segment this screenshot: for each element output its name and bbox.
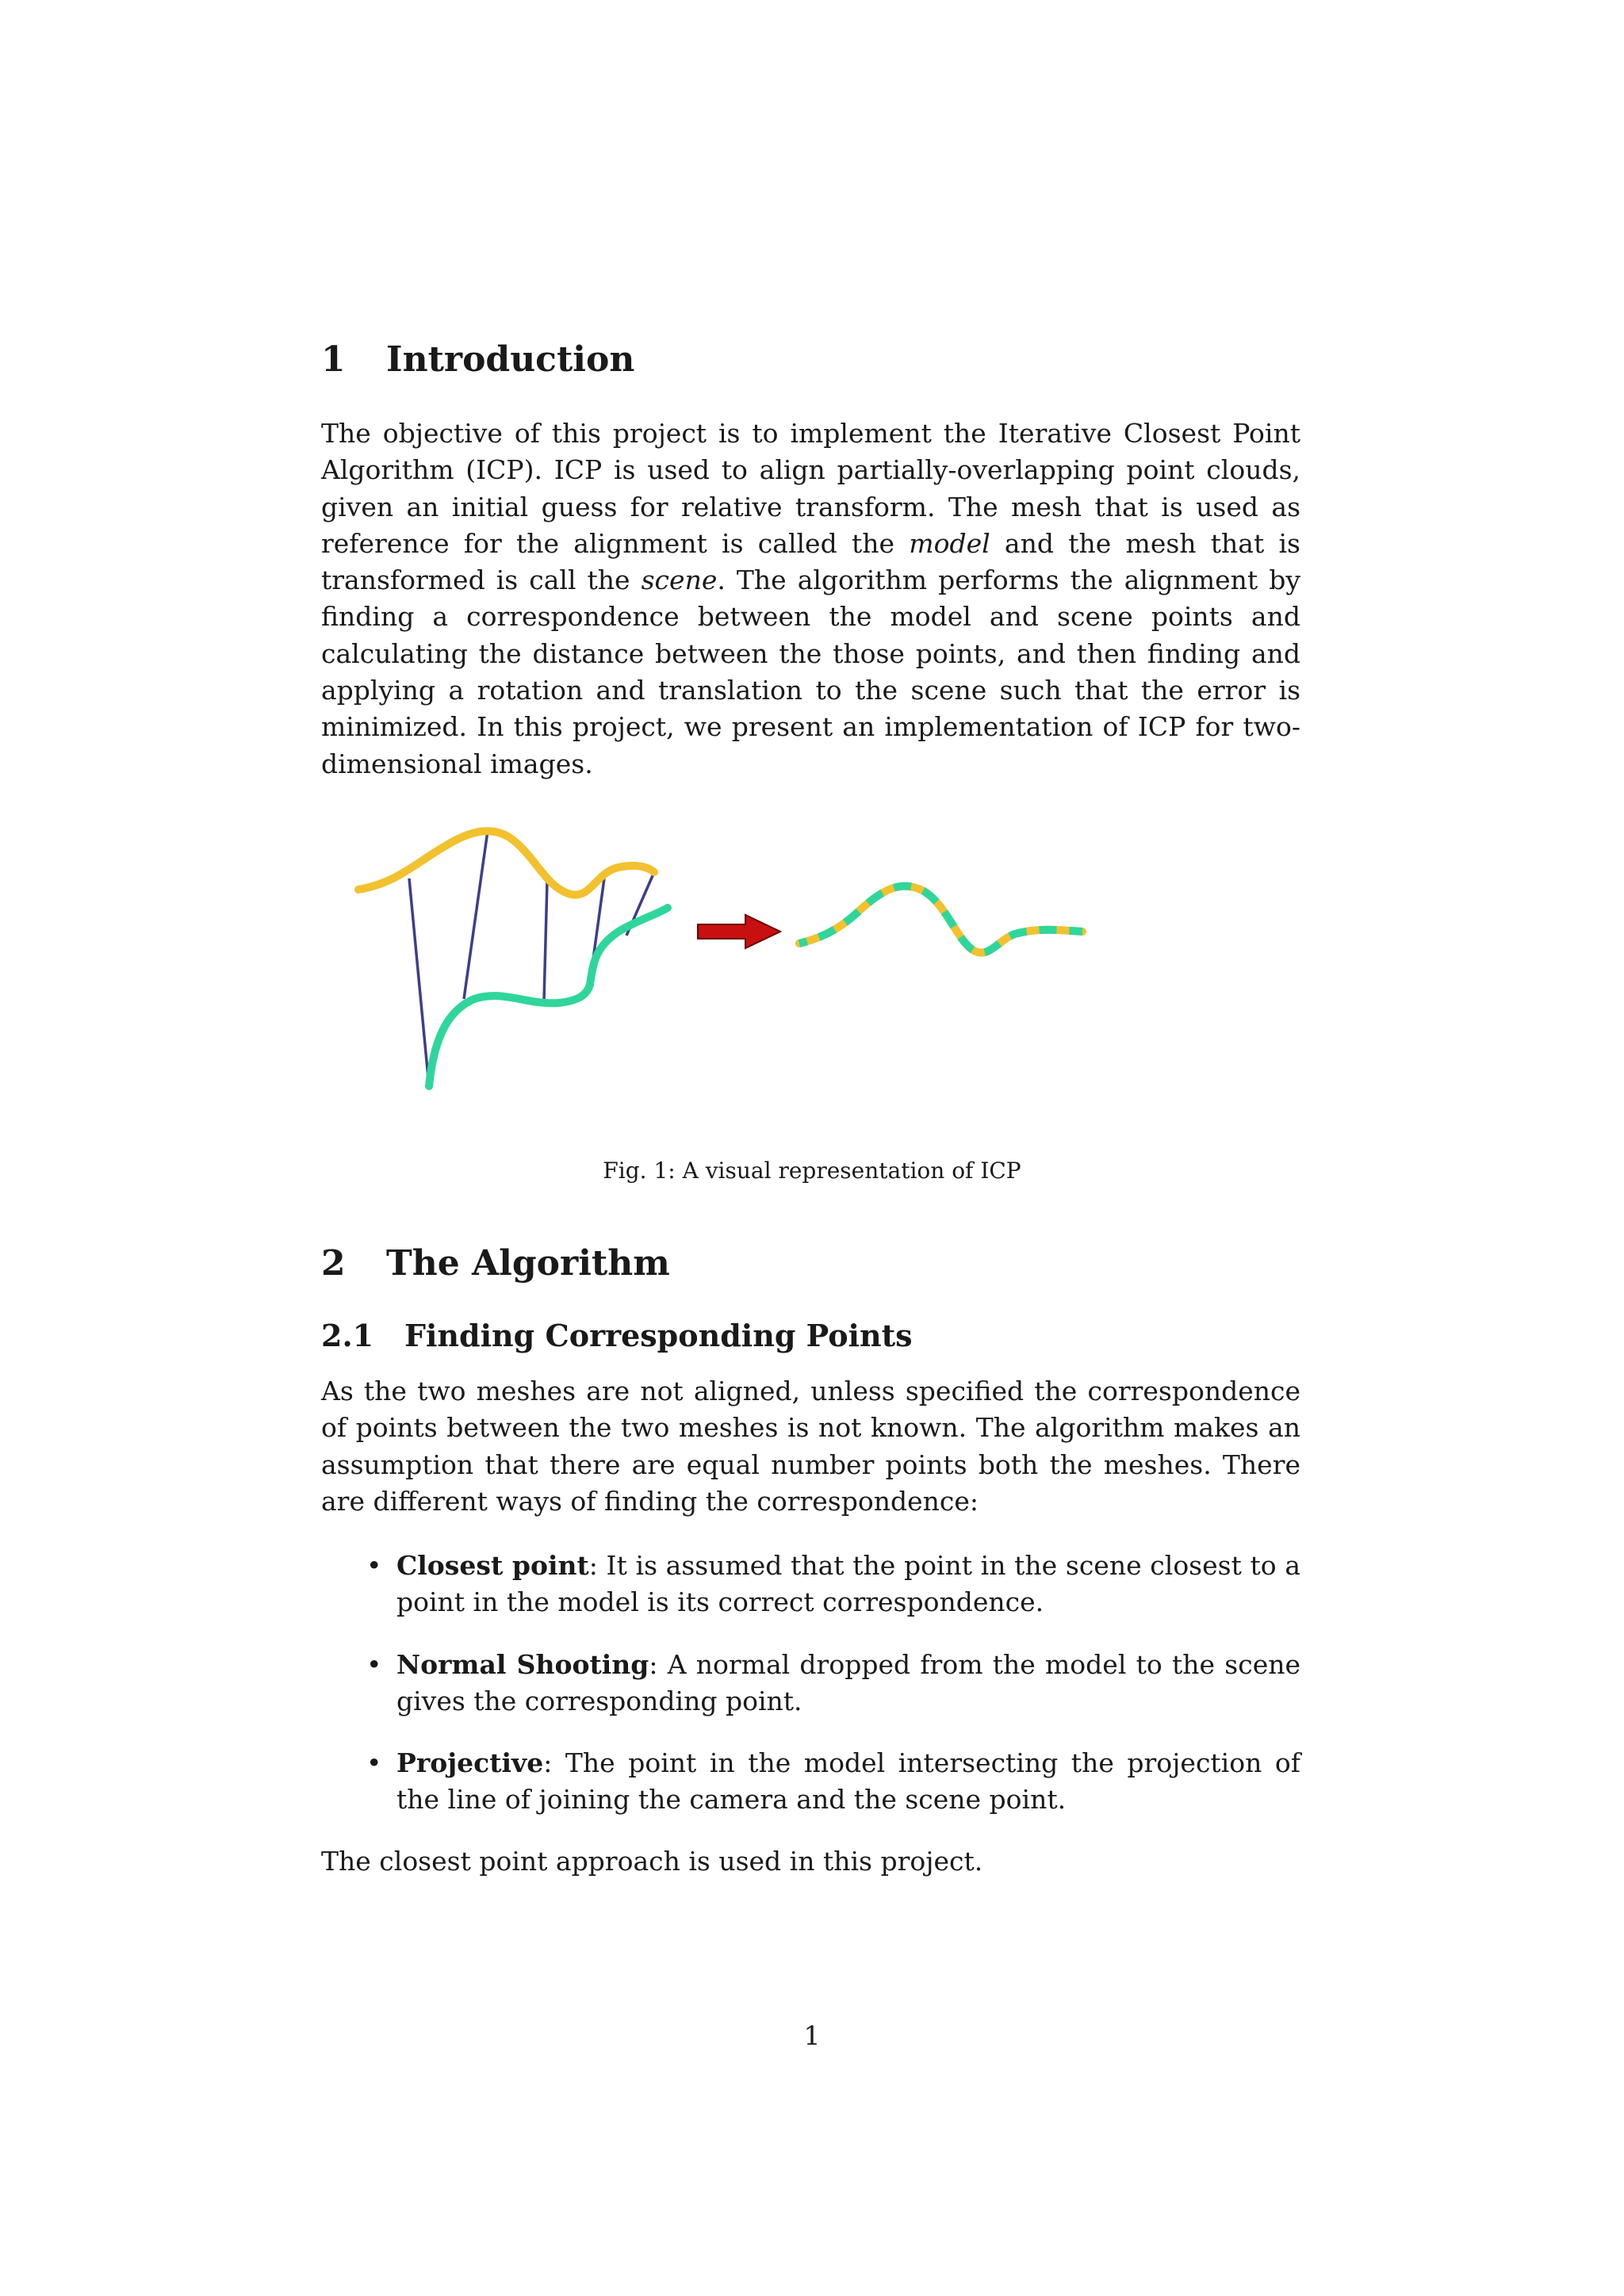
intro-text-2: and the mesh that is transformed is call the — [321, 527, 1300, 596]
bullet-icon: • — [366, 1550, 382, 1581]
list-item-term: Normal Shooting — [396, 1648, 649, 1680]
section-heading-introduction — [321, 339, 634, 380]
list-item — [321, 1745, 1300, 1819]
section-title: The Algorithm — [386, 1243, 670, 1284]
intro-emphasis-scene: scene — [641, 564, 718, 596]
section-title: Introduction — [386, 339, 635, 380]
list-item-term: Closest point — [396, 1550, 589, 1581]
correspondence-methods-list — [321, 1548, 1300, 1844]
subsection-title: Finding Corresponding Points — [404, 1318, 913, 1353]
subsection-heading-finding-points — [321, 1318, 913, 1353]
bullet-icon: • — [366, 1747, 382, 1779]
list-item — [321, 1548, 1300, 1621]
closing-paragraph: The closest point approach is used in this project. — [321, 1846, 983, 1877]
list-item-term: Projective — [396, 1747, 544, 1779]
model-curve — [358, 831, 654, 895]
list-item-text: : It is assumed that the point in the scene closest to a point in the model is its correct correspondence. — [396, 1550, 1300, 1618]
correspondence-line — [544, 882, 547, 1001]
section-number: 2 — [321, 1243, 346, 1284]
aligned-scene-curve — [799, 886, 1082, 953]
section2-paragraph: As the two meshes are not aligned, unless specified the correspondence of points between the two meshes is not known. The algorithm makes an assumption that there are equal number points both the meshes. There are different ways of finding the correspondence: — [321, 1376, 1300, 1517]
section-number: 1 — [321, 339, 346, 380]
transform-arrow-icon — [698, 915, 780, 948]
icp-figure — [341, 801, 1158, 1102]
list-item-text: : A normal dropped from the model to the scene gives the corresponding point. — [396, 1648, 1301, 1716]
bullet-icon: • — [366, 1648, 382, 1680]
correspondence-line — [409, 878, 429, 1086]
list-item — [321, 1647, 1300, 1720]
intro-text-1: The objective of this project is to implement the Iterative Closest Point Algorithm (ICP). ICP is used to align partially-overlapping point clouds, given an initial guess for relative transform. The mesh that is used as reference for the alignment is called the — [321, 418, 1300, 559]
subsection-number: 2.1 — [321, 1318, 374, 1353]
list-item-text: : The point in the model intersecting the projection of the line of joining the camera and the scene point. — [396, 1747, 1300, 1816]
section-heading-algorithm — [321, 1243, 670, 1284]
intro-emphasis-model: model — [909, 527, 990, 559]
figure-caption: Fig. 1: A visual representation of ICP — [603, 1158, 1021, 1184]
intro-text-3: . The algorithm performs the alignment by finding a correspondence between the model and scene points and calculating the distance between the those points, and then finding and applying a rotation and translation to the scene such that the error is minimized. In this project, we present an implementation of ICP for two-dimensional images. — [321, 564, 1300, 779]
page-number: 1 — [803, 2020, 821, 2051]
aligned-model-curve — [799, 886, 1082, 953]
correspondence-line — [464, 831, 488, 999]
intro-paragraph — [321, 415, 1300, 783]
